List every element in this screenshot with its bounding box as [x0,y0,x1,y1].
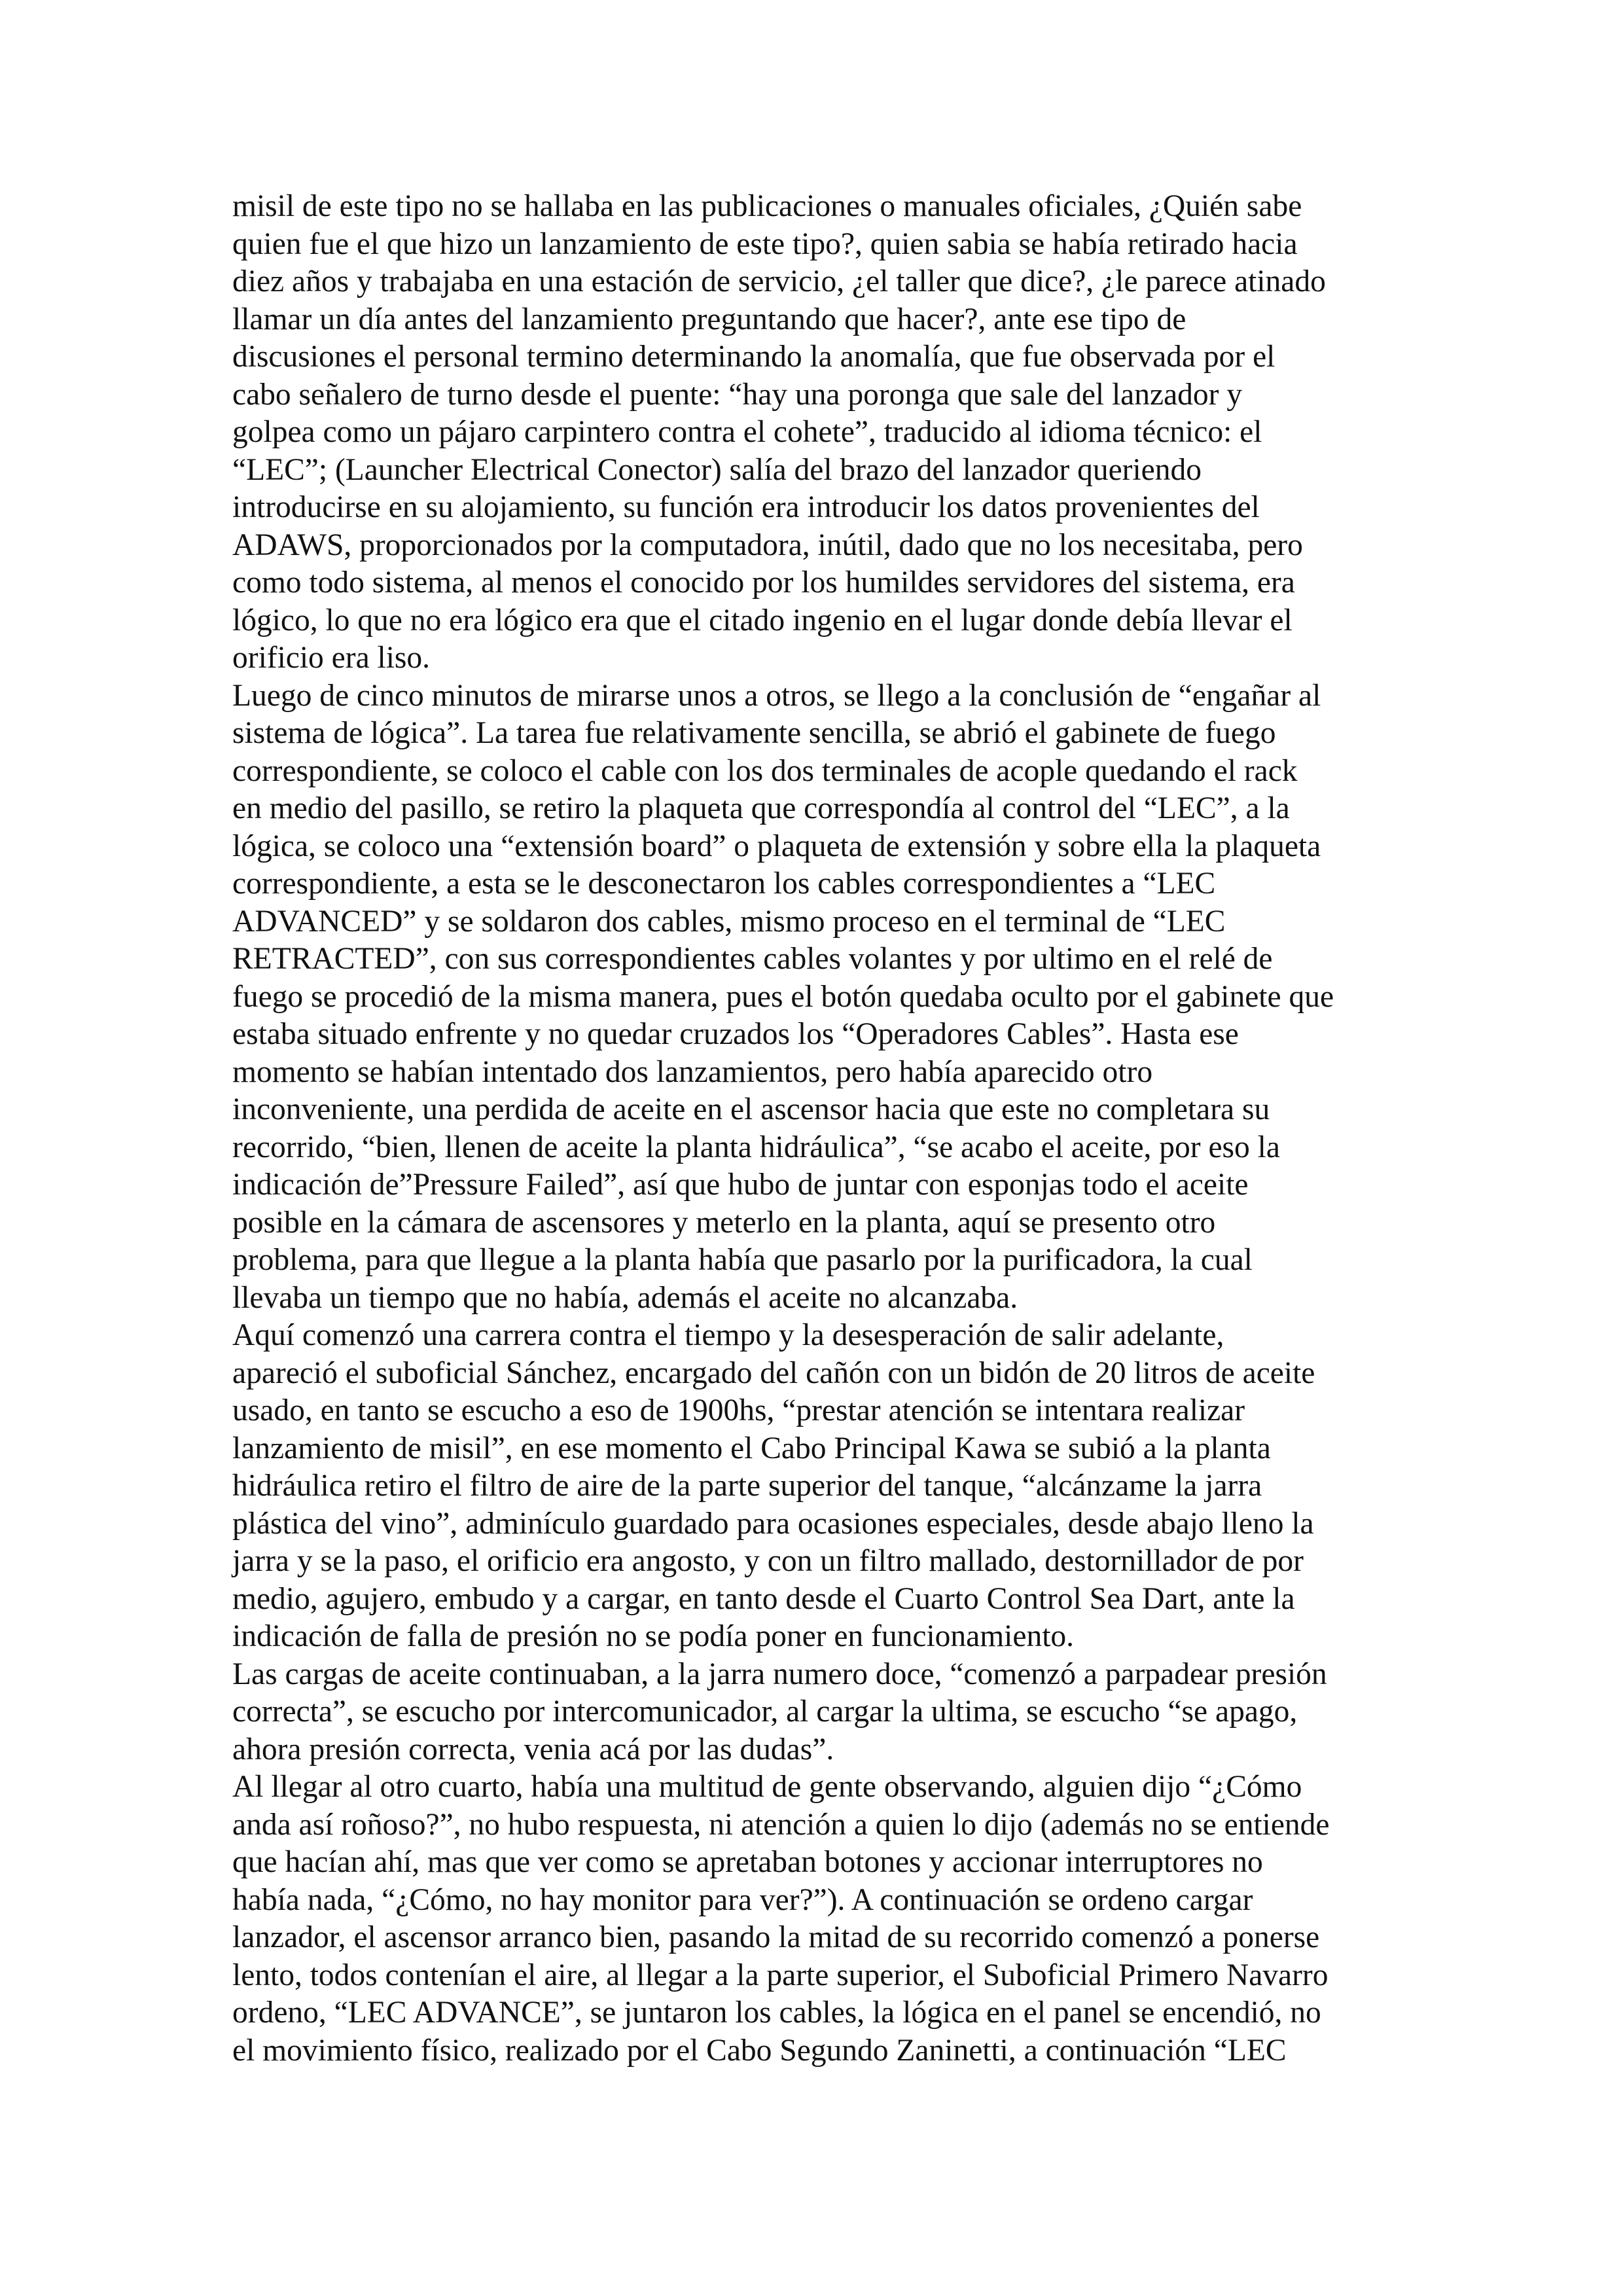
body-text [232,188,1410,2070]
text-line: estaba situado enfrente y no quedar cruzados los “Operadores Cables”. Hasta ese [232,1017,1239,1051]
text-line: lógica, se coloco una “extensión board” o plaqueta de extensión y sobre ella la plaqueta [232,829,1321,863]
text-line: correspondiente, se coloco el cable con los dos terminales de acople quedando el rack [232,753,1298,788]
text-line: golpea como un pájaro carpintero contra el cohete”, traducido al idioma técnico: el [232,415,1262,449]
text-line: anda así roñoso?”, no hubo respuesta, ni atención a quien lo dijo (además no se entiende [232,1807,1330,1842]
text-line: ahora presión correcta, venia acá por las dudas”. [232,1732,834,1767]
text-line: indicación de falla de presión no se podía poner en funcionamiento. [232,1619,1075,1653]
text-line: usado, en tanto se escucho a eso de 1900hs, “prestar atención se intentara realizar [232,1393,1245,1427]
text-line: medio, agujero, embudo y a cargar, en tanto desde el Cuarto Control Sea Dart, ante la [232,1581,1295,1616]
text-line: momento se habían intentado dos lanzamientos, pero había aparecido otro [232,1054,1153,1089]
text-line: plástica del vino”, adminículo guardado para ocasiones especiales, desde abajo lleno la [232,1506,1314,1541]
text-line: lógico, lo que no era lógico era que el citado ingenio en el lugar donde debía llevar el [232,603,1293,637]
text-line: indicación de”Pressure Failed”, así que hubo de juntar con esponjas todo el aceite [232,1168,1249,1202]
text-line: diez años y trabajaba en una estación de servicio, ¿el taller que dice?, ¿le parece atinado [232,264,1326,298]
text-line: sistema de lógica”. La tarea fue relativamente sencilla, se abrió el gabinete de fuego [232,716,1276,750]
text-line: quien fue el que hizo un lanzamiento de este tipo?, quien sabia se había retirado hacia [232,226,1298,261]
text-line: lanzador, el ascensor arranco bien, pasando la mitad de su recorrido comenzó a ponerse [232,1920,1320,1954]
text-line: Luego de cinco minutos de mirarse unos a otros, se llego a la conclusión de “engañar al [232,678,1321,713]
text-line: cabo señalero de turno desde el puente: “hay una poronga que sale del lanzador y [232,377,1243,412]
text-line: ADAWS, proporcionados por la computadora, inútil, dado que no los necesitaba, pero [232,528,1303,562]
text-line: el movimiento físico, realizado por el Cabo Segundo Zaninetti, a continuación “LEC [232,2033,1287,2068]
text-line: introducirse en su alojamiento, su función era introducir los datos provenientes del [232,490,1260,524]
text-line: fuego se procedió de la misma manera, pues el botón quedaba oculto por el gabinete que [232,979,1334,1014]
text-line: ADVANCED” y se soldaron dos cables, mismo proceso en el terminal de “LEC [232,904,1226,939]
text-line: correspondiente, a esta se le desconectaron los cables correspondientes a “LEC [232,867,1216,901]
text-line: como todo sistema, al menos el conocido por los humildes servidores del sistema, era [232,565,1295,600]
text-line: en medio del pasillo, se retiro la plaqueta que correspondía al control del “LEC”, a la [232,791,1290,825]
text-line: jarra y se la paso, el orificio era angosto, y con un filtro mallado, destornillador de por [232,1544,1304,1578]
text-line: RETRACTED”, con sus correspondientes cables volantes y por ultimo en el relé de [232,942,1273,976]
text-line: llevaba un tiempo que no había, además el aceite no alcanzaba. [232,1280,1018,1315]
text-line: lento, todos contenían el aire, al llegar a la parte superior, el Suboficial Primero Navarro [232,1958,1329,1992]
text-line: “LEC”; (Launcher Electrical Conector) salía del brazo del lanzador queriendo [232,452,1202,487]
text-line: posible en la cámara de ascensores y meterlo en la planta, aquí se presento otro [232,1205,1216,1240]
text-line: llamar un día antes del lanzamiento preguntando que hacer?, ante ese tipo de [232,302,1186,336]
text-line: problema, para que llegue a la planta había que pasarlo por la purificadora, la cual [232,1243,1253,1277]
text-line: ordeno, “LEC ADVANCE”, se juntaron los cables, la lógica en el panel se encendió, no [232,1996,1321,2030]
text-line: discusiones el personal termino determinando la anomalía, que fue observada por el [232,340,1275,374]
text-line: inconveniente, una perdida de aceite en el ascensor hacia que este no completara su [232,1092,1270,1126]
text-line: Las cargas de aceite continuaban, a la jarra numero doce, “comenzó a parpadear presión [232,1657,1327,1691]
text-line: Aquí comenzó una carrera contra el tiempo y la desesperación de salir adelante, [232,1318,1224,1352]
text-line: correcta”, se escucho por intercomunicador, al cargar la ultima, se escucho “se apago, [232,1695,1298,1729]
text-line: Al llegar al otro cuarto, había una multitud de gente observando, alguien dijo “¿Cómo [232,1770,1302,1804]
text-line: había nada, “¿Cómo, no hay monitor para ver?”). A continuación se ordeno cargar [232,1882,1253,1917]
text-line: hidráulica retiro el filtro de aire de la parte superior del tanque, “alcánzame la jarra [232,1469,1262,1503]
text-line: misil de este tipo no se hallaba en las publicaciones o manuales oficiales, ¿Quién sabe [232,189,1302,223]
text-line: apareció el suboficial Sánchez, encargado del cañón con un bidón de 20 litros de aceite [232,1355,1315,1390]
text-line: orificio era liso. [232,641,431,675]
text-line: que hacían ahí, mas que ver como se apretaban botones y accionar interruptores no [232,1845,1263,1879]
text-line: recorrido, “bien, llenen de aceite la planta hidráulica”, “se acabo el aceite, por eso la [232,1130,1280,1164]
text-line: lanzamiento de misil”, en ese momento el Cabo Principal Kawa se subió a la planta [232,1431,1271,1465]
